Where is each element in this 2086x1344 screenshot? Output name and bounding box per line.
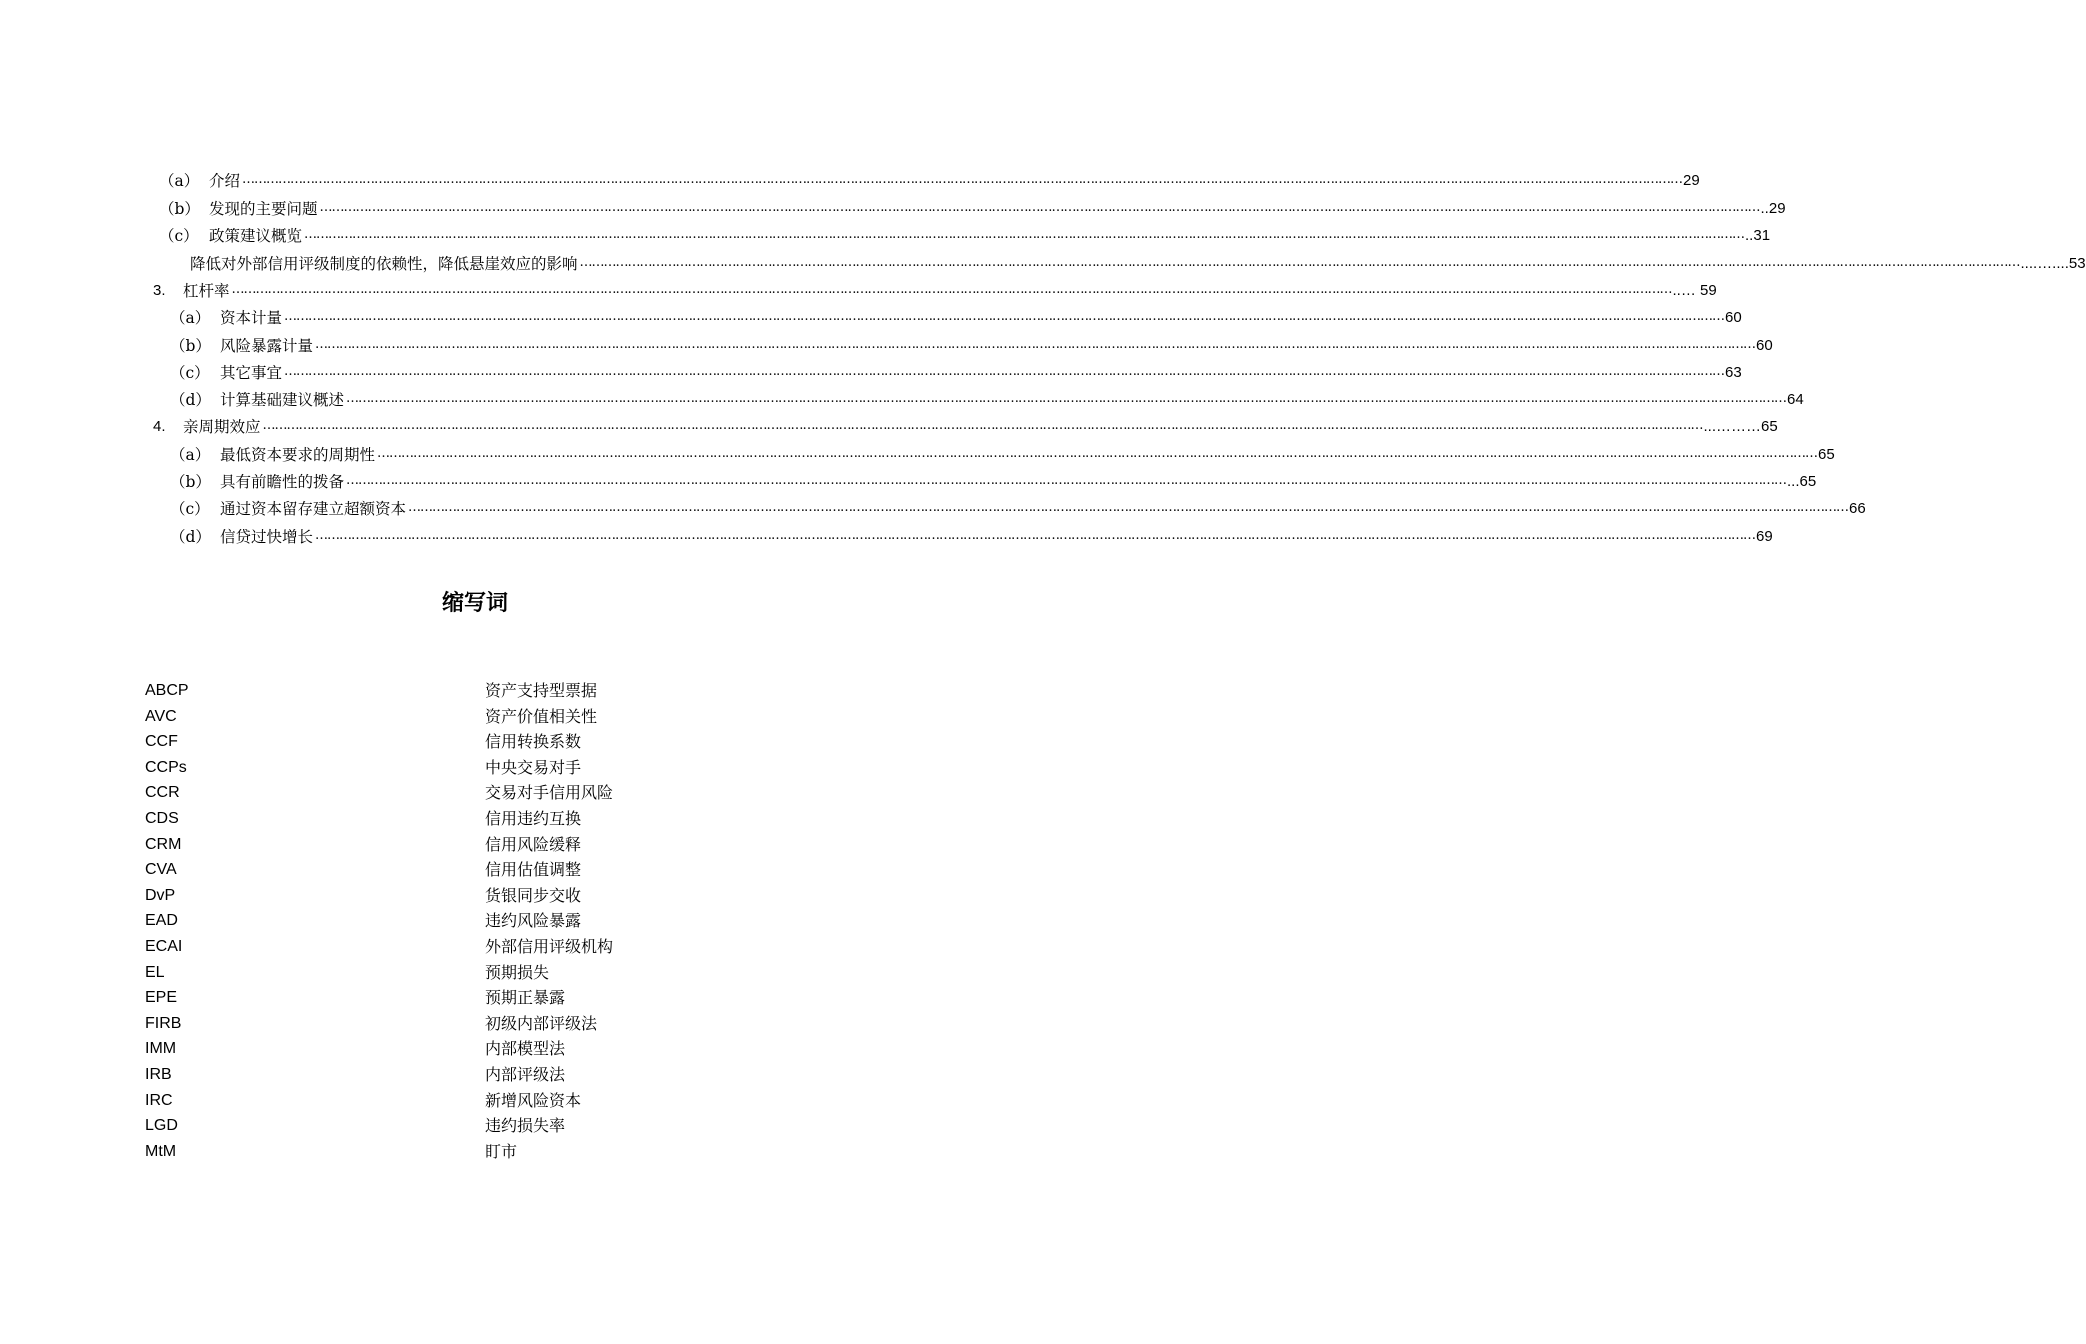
toc-leader-dots: ……………………………………………………………………………………………………………………………………………………………………………………………………………………………………………………………………………………………………………………………… [231, 282, 1672, 297]
toc-entry[interactable] [170, 442, 1835, 466]
toc-entry-page: 63 [1725, 363, 1742, 381]
abbreviation-term: 交易对手信用风险 [485, 783, 614, 802]
toc-entry-title: 发现的主要问题 [209, 200, 318, 218]
toc-entry-page: 65 [1818, 445, 1835, 463]
toc-entry-label: （a） [159, 172, 200, 190]
abbreviation-code: ABCP [145, 682, 189, 699]
toc-section-number: 4. [153, 417, 166, 435]
abbreviation-row [0, 883, 950, 909]
abbreviation-code: LGD [145, 1117, 178, 1134]
abbreviation-code: IMM [145, 1040, 177, 1057]
abbreviation-code: CVA [145, 861, 177, 878]
toc-entry[interactable] [170, 360, 1742, 384]
toc-leader-dots: ……………………………………………………………………………………………………………………………………………………………………………………………………………………………………………………………………………………………………………………………… [284, 309, 1725, 324]
abbreviation-row [0, 832, 950, 858]
toc-section[interactable] [153, 414, 1778, 438]
toc-entry-title: 风险暴露计量 [220, 337, 314, 355]
toc-entry-page: 69 [1756, 527, 1773, 545]
abbreviation-row [0, 678, 950, 704]
abbreviation-row [0, 806, 950, 832]
abbreviation-row [0, 755, 950, 781]
abbreviation-term: 违约风险暴露 [485, 911, 582, 930]
abbreviation-term: 货银同步交收 [485, 886, 582, 905]
toc-entry-label: （d） [170, 528, 211, 546]
abbreviation-row [0, 780, 950, 806]
abbreviation-term: 信用转换系数 [485, 732, 582, 751]
abbreviation-row [0, 704, 950, 730]
abbreviation-term: 新增风险资本 [485, 1091, 582, 1110]
abbreviation-code: DvP [145, 887, 176, 904]
abbreviation-code: IRC [145, 1092, 173, 1109]
abbreviation-code: IRB [145, 1066, 172, 1083]
toc-entry[interactable] [170, 305, 1742, 329]
toc-leader-dots: ……………………………………………………………………………………………………………………………………………………………………………………………………………………………………………………………………………………………………………………………… [579, 255, 2020, 270]
toc-entry-page: ..29 [1760, 199, 1786, 217]
toc-entry-page: 64 [1787, 390, 1804, 408]
toc-entry-title: 降低对外部信用评级制度的依赖性，降低悬崖效应的影响 [190, 255, 578, 273]
abbreviations-heading: 缩写词 [441, 591, 508, 616]
abbreviation-code: AVC [145, 708, 177, 725]
abbreviation-term: 信用违约互换 [485, 809, 582, 828]
abbreviation-code: MtM [145, 1143, 177, 1160]
abbreviation-term: 预期损失 [485, 963, 550, 982]
abbreviation-row [0, 960, 950, 986]
abbreviation-code: CCR [145, 784, 180, 801]
toc-entry[interactable] [159, 168, 1700, 192]
abbreviation-term: 资产支持型票据 [485, 681, 598, 700]
toc-entry-label: （b） [159, 200, 200, 218]
toc-entry-title: 最低资本要求的周期性 [220, 446, 376, 464]
abbreviation-code: ECAI [145, 938, 183, 955]
abbreviation-term: 初级内部评级法 [485, 1014, 598, 1033]
abbreviation-row [0, 934, 950, 960]
toc-entry-title: 具有前瞻性的拨备 [220, 473, 345, 491]
abbreviation-row [0, 1088, 950, 1114]
toc-entry-title: 计算基础建议概述 [220, 391, 345, 409]
toc-entry-title: 资本计量 [220, 309, 283, 327]
abbreviation-term: 中央交易对手 [485, 758, 582, 777]
toc-entry[interactable] [170, 387, 1804, 411]
toc-entry-title: 介绍 [209, 172, 241, 190]
toc-leader-dots: ……………………………………………………………………………………………………………………………………………………………………………………………………………………………………………………………………………………………………………………………… [315, 528, 1756, 543]
toc-entry[interactable] [170, 469, 1817, 493]
abbreviation-row [0, 729, 950, 755]
toc-leader-dots: ……………………………………………………………………………………………………………………………………………………………………………………………………………………………………………………………………………………………………………………………… [408, 500, 1849, 515]
abbreviation-term: 资产价值相关性 [485, 707, 598, 726]
toc-entry[interactable] [159, 196, 1786, 220]
toc-entry-title: 通过资本留存建立超额资本 [220, 500, 407, 518]
toc-entry-label: （b） [170, 337, 211, 355]
toc-entry-page: ...65 [1787, 472, 1817, 490]
abbreviation-code: EPE [145, 989, 178, 1006]
toc-entry-label: （a） [170, 446, 211, 464]
abbreviation-code: CCF [145, 733, 178, 750]
toc-entry-label: （c） [170, 364, 210, 382]
toc-entry[interactable] [170, 524, 1773, 548]
toc-entry[interactable] [190, 251, 2086, 275]
abbreviation-row [0, 1036, 950, 1062]
toc-section-title: 杠杆率 [183, 282, 230, 300]
abbreviation-row [0, 857, 950, 883]
abbreviation-code: EAD [145, 912, 178, 929]
toc-section-number: 3. [153, 281, 166, 299]
toc-leader-dots: ……………………………………………………………………………………………………………………………………………………………………………………………………………………………………………………………………………………………………………………………… [284, 364, 1725, 379]
toc-entry-page: ..… 59 [1672, 281, 1717, 299]
toc-entry-title: 其它事宜 [220, 364, 283, 382]
toc-entry-label: （c） [159, 227, 199, 245]
toc-entry-page: ..31 [1745, 226, 1771, 244]
toc-entry-label: （a） [170, 309, 211, 327]
toc-entry-label: （c） [170, 500, 210, 518]
toc-leader-dots: ……………………………………………………………………………………………………………………………………………………………………………………………………………………………………………………………………………………………………………………………… [377, 446, 1818, 461]
toc-entry-page: 60 [1756, 336, 1773, 354]
abbreviation-term: 盯市 [485, 1142, 518, 1161]
abbreviation-code: CDS [145, 810, 179, 827]
toc-section[interactable] [153, 278, 1717, 302]
abbreviation-code: FIRB [145, 1015, 182, 1032]
toc-leader-dots: ……………………………………………………………………………………………………………………………………………………………………………………………………………………………………………………………………………………………………………………………… [315, 337, 1756, 352]
abbreviation-term: 违约损失率 [485, 1116, 566, 1135]
toc-entry-page: ....…....53 [2020, 254, 2086, 272]
toc-entry-title: 政策建议概览 [209, 227, 303, 245]
abbreviation-term: 信用风险缓释 [485, 835, 582, 854]
toc-entry-page: ...………65 [1703, 417, 1778, 435]
abbreviation-term: 内部评级法 [485, 1065, 566, 1084]
toc-leader-dots: ……………………………………………………………………………………………………………………………………………………………………………………………………………………………………………………………………………………………………………………………… [304, 227, 1745, 242]
toc-entry[interactable] [159, 223, 1771, 247]
toc-entry-label: （d） [170, 391, 211, 409]
toc-leader-dots: ……………………………………………………………………………………………………………………………………………………………………………………………………………………………………………………………………………………………………………………………… [346, 473, 1787, 488]
abbreviation-row [0, 1113, 950, 1139]
toc-leader-dots: ……………………………………………………………………………………………………………………………………………………………………………………………………………………………………………………………………………………………………………………………… [346, 391, 1787, 406]
abbreviation-row [0, 908, 950, 934]
abbreviation-row [0, 1139, 950, 1165]
abbreviation-code: EL [145, 964, 165, 981]
toc-leader-dots: ……………………………………………………………………………………………………………………………………………………………………………………………………………………………………………………………………………………………………………………………… [262, 418, 1703, 433]
toc-section-title: 亲周期效应 [183, 418, 261, 436]
toc-entry-page: 66 [1849, 499, 1866, 517]
abbreviation-term: 预期正暴露 [485, 988, 566, 1007]
toc-entry-label: （b） [170, 473, 211, 491]
abbreviation-term: 内部模型法 [485, 1039, 566, 1058]
toc-entry[interactable] [170, 496, 1866, 520]
toc-entry-page: 60 [1725, 308, 1742, 326]
toc-entry[interactable] [170, 333, 1773, 357]
abbreviation-term: 外部信用评级机构 [485, 937, 614, 956]
toc-leader-dots: ……………………………………………………………………………………………………………………………………………………………………………………………………………………………………………………………………………………………………………………………… [242, 172, 1683, 187]
toc-entry-title: 信贷过快增长 [220, 528, 314, 546]
abbreviation-code: CCPs [145, 759, 187, 776]
abbreviation-term: 信用估值调整 [485, 860, 582, 879]
abbreviation-row [0, 985, 950, 1011]
abbreviation-code: CRM [145, 836, 182, 853]
toc-leader-dots: ……………………………………………………………………………………………………………………………………………………………………………………………………………………………………………………………………………………………………………………………… [319, 200, 1760, 215]
toc-entry-page: 29 [1683, 171, 1700, 189]
abbreviation-row [0, 1011, 950, 1037]
abbreviation-row [0, 1062, 950, 1088]
